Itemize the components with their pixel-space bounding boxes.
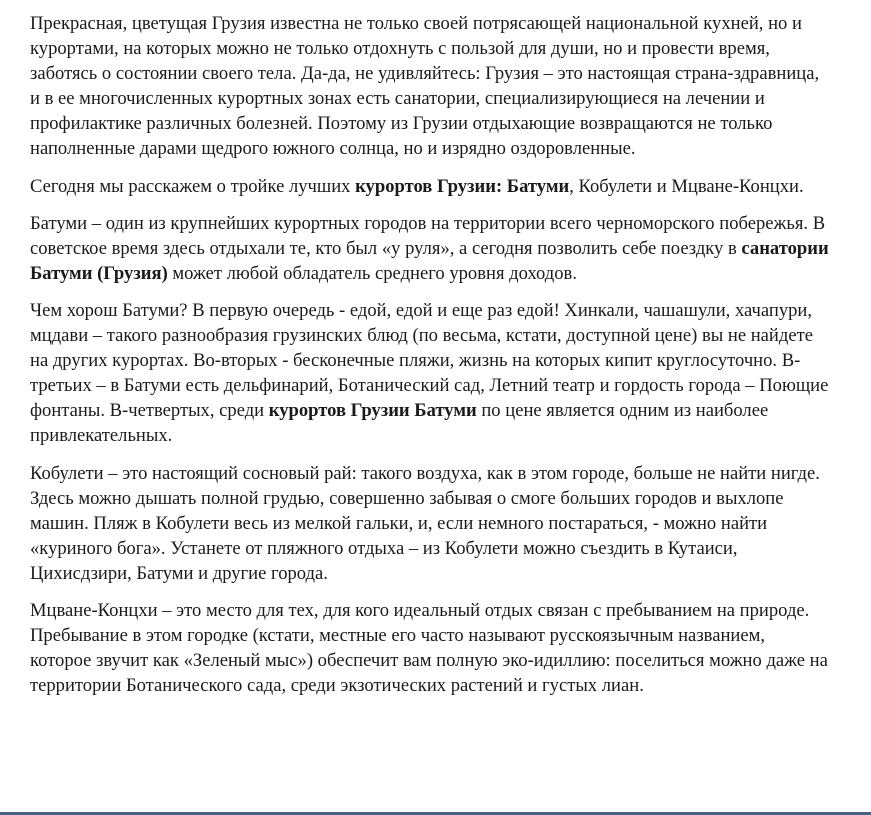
paragraph-kobuleti: [30, 461, 831, 586]
article-body: [30, 11, 831, 698]
paragraph-text: Мцване-Концхи – это место для тех, для кого идеальный отдых связан с пребыванием на природе. Пребывание в этом городке (кстати, местные его часто называют русскоязычным названием, которое звучит как «Зеленый мыс») обеспечит вам полную эко-идиллию: поселиться можно даже на территории Ботанического сада, среди экзотических растений и густых лиан.: [30, 599, 828, 697]
paragraph-text: по цене является одним из наиболее привлекательных.: [30, 400, 769, 447]
paragraph-batumi-benefits: [30, 298, 831, 449]
paragraph-text: Прекрасная, цветущая Грузия известна не только своей потрясающей национальной кухней, но и курортами, на которых можно не только отдохнуть с пользой для души, но и провести время, заботясь о состоянии своего тела. Да-да, не удивляйтесь: Грузия – это настоящая страна-здравница, и в ее многочисленных курортных зонах есть санатории, специализирующиеся на лечении и профилактике различных болезней. Поэтому из Грузии отдыхающие возвращаются не только наполненные дарами щедрого южного солнца, но и изрядно оздоровленные.: [30, 13, 820, 160]
bold-keyword-link: санатории Батуми (Грузия): [30, 237, 829, 284]
paragraph-text: может любой обладатель среднего уровня доходов.: [167, 262, 577, 284]
paragraph-mtsvane-kontskhi: [30, 598, 831, 698]
paragraph-top-resorts: [30, 174, 831, 199]
paragraph-text: Сегодня мы расскажем о тройке лучших: [30, 175, 356, 197]
paragraph-text: , Кобулети и Мцване-Концхи.: [569, 175, 804, 197]
bold-keyword-link: курортов Грузии: Батуми: [355, 175, 570, 197]
paragraph-text: Кобулети – это настоящий сосновый рай: такого воздуха, как в этом городе, больше не найти нигде. Здесь можно дышать полной грудью, совершенно забывая о смоге больших городов и выхлопе машин. Пляж в Кобулети весь из мелкой гальки, и, если немного постараться, - можно найти «куриного бога». Устанете от пляжного отдыха – из Кобулети можно съездить в Кутаиси, Цихисдзири, Батуми и другие города.: [30, 462, 820, 584]
paragraph-text: Батуми – один из крупнейших курортных городов на территории всего черноморского побережья. В советское время здесь отдыхали те, кто был «у руля», а сегодня позволить себе поездку в: [30, 212, 826, 259]
paragraph-batumi: [30, 211, 831, 286]
paragraph-intro: [30, 11, 831, 162]
bold-keyword-link: курортов Грузии Батуми: [268, 400, 477, 422]
paragraph-text: Чем хорош Батуми? В первую очередь - едой, едой и еще раз едой! Хинкали, чашашули, хачапури, мцдави – такого разнообразия грузинских блюд (по весьма, кстати, доступной цене) вы не найдете на других курортах. Во-вторых - бесконечные пляжи, жизнь на которых кипит круглосуточно. В-третьих – в Батуми есть дельфинарий, Ботанический сад, Летний театр и гордость города – Поющие фонтаны. В-четвертых, среди: [30, 299, 829, 422]
